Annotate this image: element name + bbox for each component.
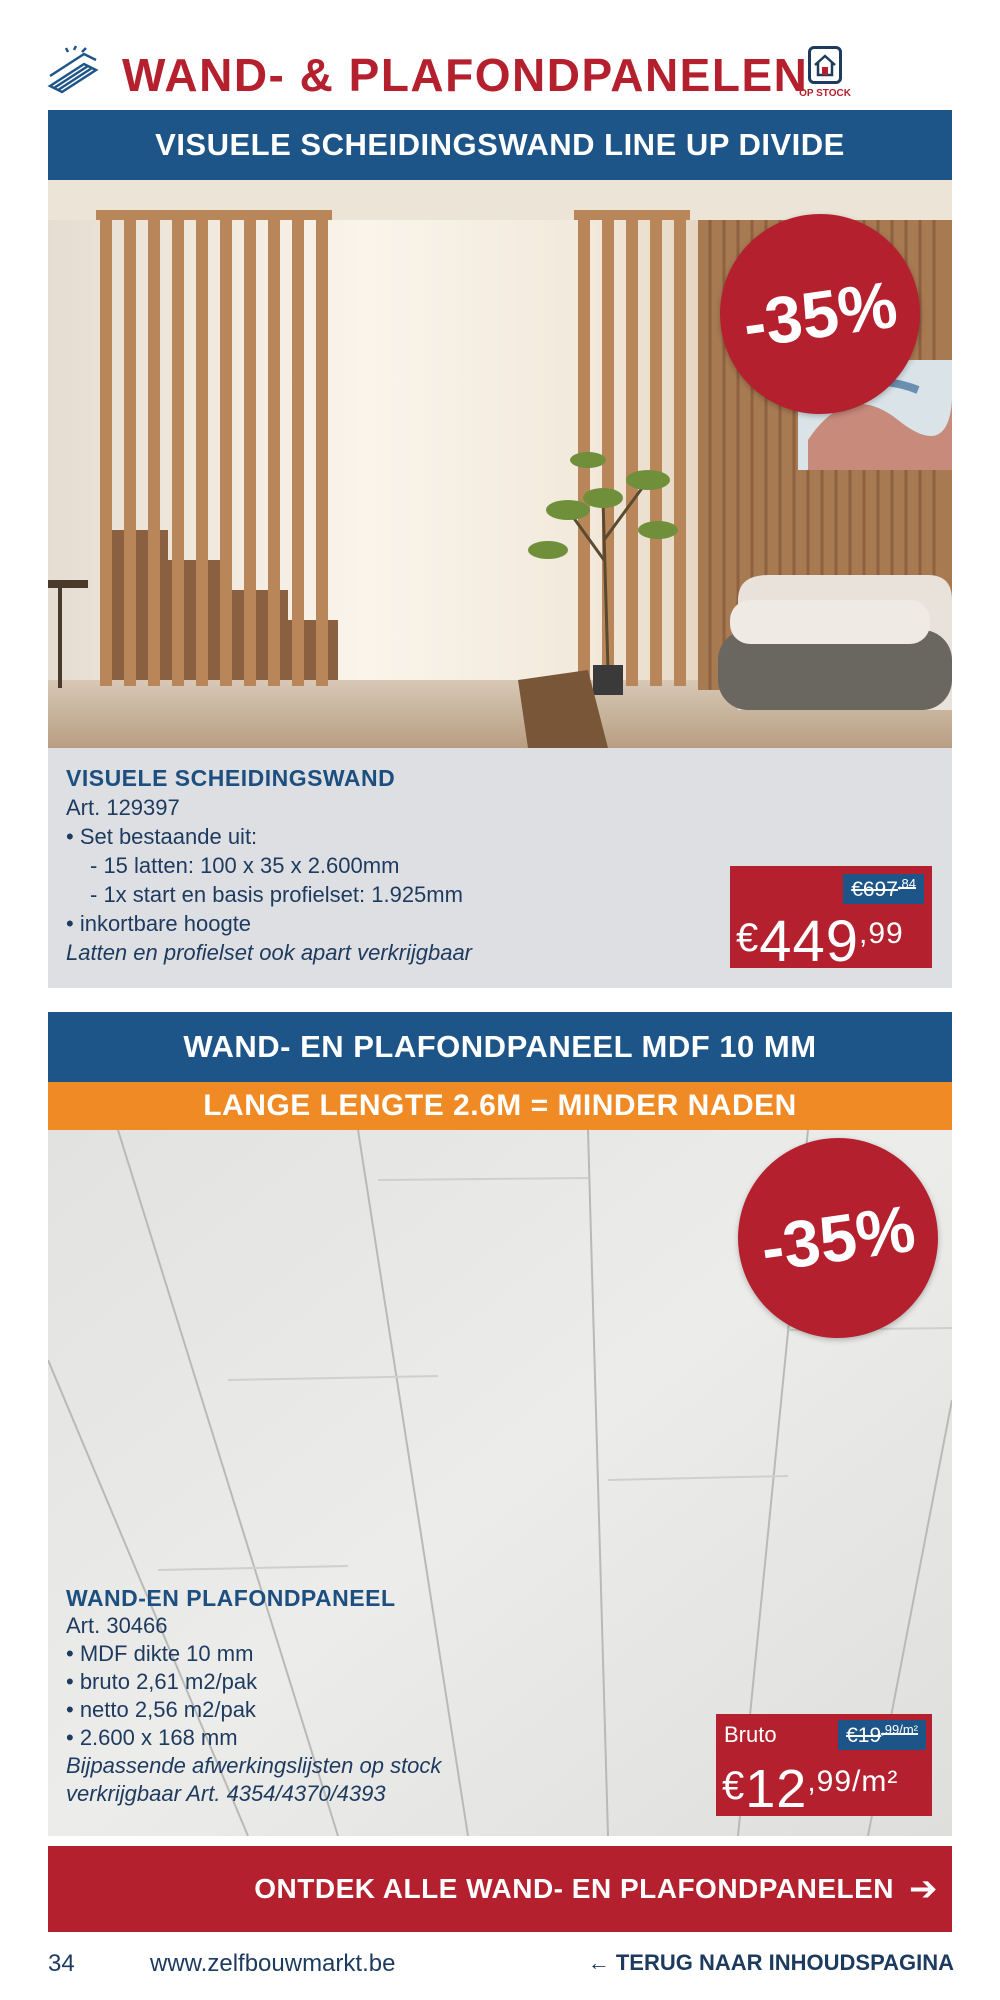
page-header xyxy=(0,0,1000,110)
product1-banner: VISUELE SCHEIDINGSWAND LINE UP DIVIDE xyxy=(48,110,952,180)
page-footer xyxy=(0,1950,1000,1990)
panels-icon xyxy=(44,44,102,102)
current-price: $€12^{,99/m^2}$ xyxy=(722,1759,899,1819)
product2-note: verkrijgbaar Art. 4354/4370/4393 xyxy=(66,1781,386,1806)
product2-bullet: • bruto 2,61 m2/pak xyxy=(66,1669,258,1694)
product2-note: Bijpassende afwerkingslijsten op stock xyxy=(66,1753,442,1778)
current-price: $€449^{,99}$ xyxy=(736,909,904,974)
product1-bullet: • inkortbare hoogte xyxy=(66,911,252,936)
product1-bullet: • Set bestaande uit: xyxy=(66,824,258,849)
product1-note: Latten en profielset ook apart verkrijgbaar xyxy=(66,940,473,965)
stock-label: OP STOCK xyxy=(799,88,851,99)
discount-badge: -35% xyxy=(725,1125,951,1351)
product2-details xyxy=(66,1584,586,1808)
bruto-label: Bruto xyxy=(724,1722,777,1747)
product1-article: Art. 129397 xyxy=(66,795,180,820)
product2-price-box xyxy=(716,1714,932,1819)
product1-price-box xyxy=(730,866,932,974)
product1-details xyxy=(66,764,706,967)
product2-sub-banner: LANGE LENGTE 2.6M = MINDER NADEN xyxy=(48,1082,952,1130)
product2-article: Art. 30466 xyxy=(66,1613,168,1638)
product1-subitem: - 1x start en basis profielset: 1.925mm xyxy=(90,882,463,907)
discover-all-button[interactable] xyxy=(48,1846,952,1932)
page-number: 34 xyxy=(48,1950,75,1977)
back-to-contents-link[interactable]: ← TERUG NAAR INHOUDSPAGINA xyxy=(587,1950,954,1975)
product2-bullet: • 2.600 x 168 mm xyxy=(66,1725,238,1750)
arrow-right-icon: ➔ xyxy=(909,1870,938,1908)
product2-banner: WAND- EN PLAFONDPANEEL MDF 10 MM xyxy=(48,1012,952,1082)
page-title: WAND- & PLAFONDPANELEN xyxy=(122,49,809,101)
discount-badge: -35% xyxy=(707,201,933,427)
cta-label: ONTDEK ALLE WAND- EN PLAFONDPANELEN xyxy=(254,1873,894,1904)
website-link[interactable]: www.zelfbouwmarkt.be xyxy=(150,1950,396,1977)
old-price: $€19^{,99/m^2}$ xyxy=(838,1720,926,1750)
product2-bullet: • netto 2,56 m2/pak xyxy=(66,1697,256,1722)
old-price: $€697^{,84}$ xyxy=(843,874,924,904)
stock-badge xyxy=(794,46,856,106)
house-icon xyxy=(808,46,842,84)
product2-bullet: • MDF dikte 10 mm xyxy=(66,1641,254,1666)
product2-name: WAND-EN PLAFONDPANEEL xyxy=(66,1585,396,1611)
product1-name: VISUELE SCHEIDINGSWAND xyxy=(66,765,396,791)
product1-subitem: - 15 latten: 100 x 35 x 2.600mm xyxy=(90,853,400,878)
